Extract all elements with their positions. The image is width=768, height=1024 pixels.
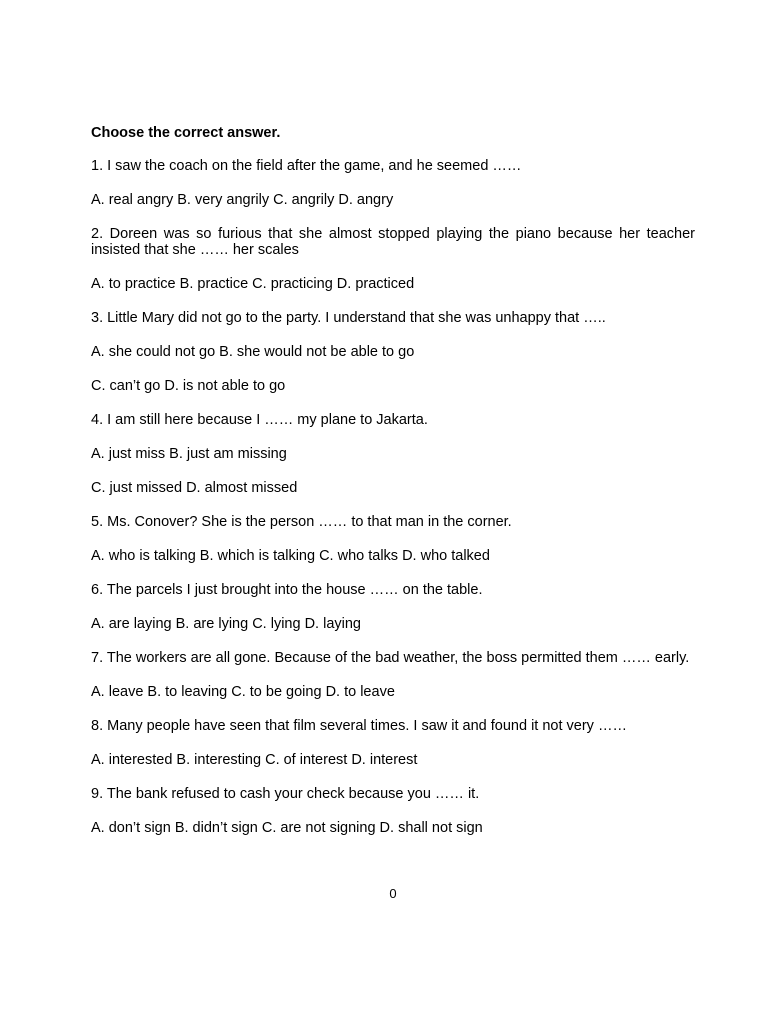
question-9-options: A. don’t sign B. didn’t sign C. are not signing D. shall not sign: [91, 820, 483, 836]
question-4: 4. I am still here because I …… my plane to Jakarta.: [91, 412, 428, 428]
question-3-options-line-1: A. she could not go B. she would not be able to go: [91, 344, 415, 360]
question-7: 7. The workers are all gone. Because of the bad weather, the boss permitted them …… early.: [91, 650, 690, 666]
instructions-heading: Choose the correct answer.: [91, 125, 281, 141]
question-3: 3. Little Mary did not go to the party. I understand that she was unhappy that …..: [91, 310, 606, 326]
question-3-options-line-2: C. can’t go D. is not able to go: [91, 378, 286, 394]
question-8-options: A. interested B. interesting C. of interest D. interest: [91, 752, 418, 768]
question-7-options: A. leave B. to leaving C. to be going D. to leave: [91, 684, 395, 700]
question-1: 1. I saw the coach on the field after the game, and he seemed ……: [91, 158, 522, 174]
question-6-options: A. are laying B. are lying C. lying D. laying: [91, 616, 361, 632]
question-6: 6. The parcels I just brought into the house …… on the table.: [91, 582, 483, 598]
question-2-options: A. to practice B. practice C. practicing D. practiced: [91, 276, 415, 292]
question-list: [91, 124, 695, 854]
question-8: 8. Many people have seen that film several times. I saw it and found it not very ……: [91, 718, 627, 734]
question-2: 2. Doreen was so furious that she almost stopped playing the piano because her teacher insisted that she …… her scales: [91, 226, 695, 258]
question-4-options-line-2: C. just missed D. almost missed: [91, 480, 298, 496]
page-number: 0: [389, 886, 397, 901]
question-5-options: A. who is talking B. which is talking C. who talks D. who talked: [91, 548, 490, 564]
question-1-options: A. real angry B. very angrily C. angrily D. angry: [91, 192, 394, 208]
question-9: 9. The bank refused to cash your check because you …… it.: [91, 786, 480, 802]
question-4-options-line-1: A. just miss B. just am missing: [91, 446, 287, 462]
question-5: 5. Ms. Conover? She is the person …… to that man in the corner.: [91, 514, 512, 530]
